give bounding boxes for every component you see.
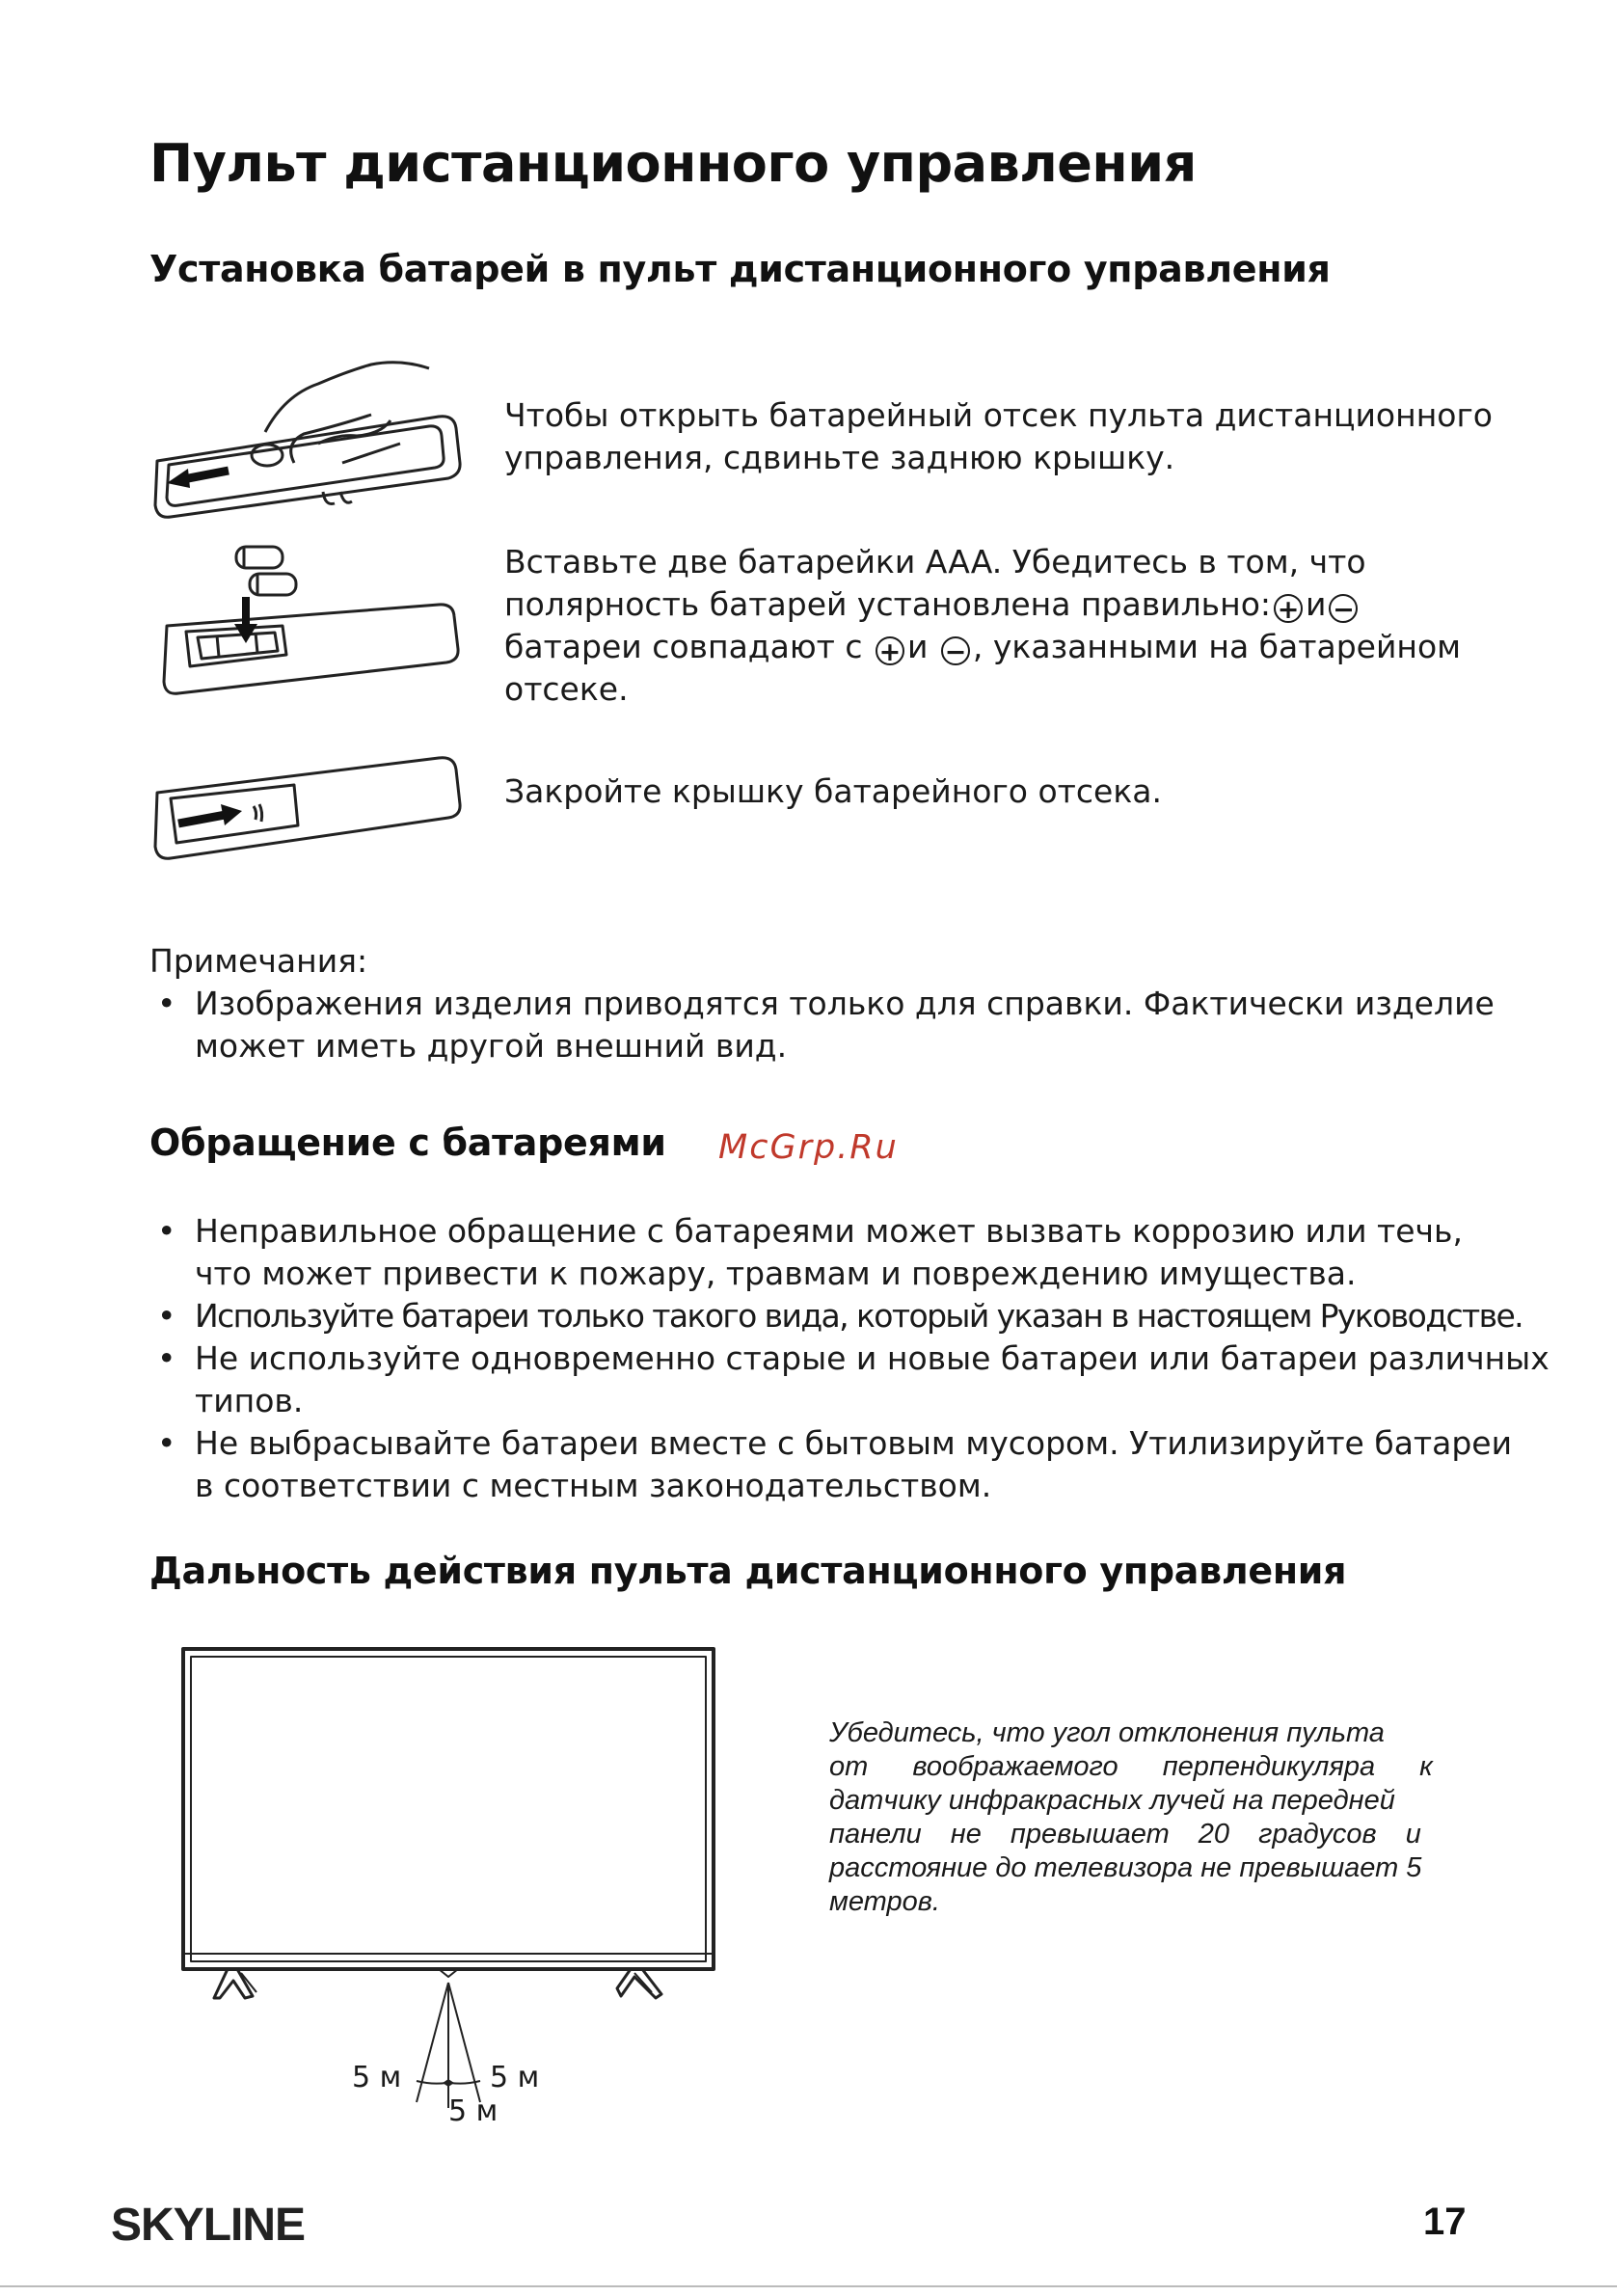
- brand-logo: SKYLINE: [111, 2200, 306, 2251]
- range-heading: Дальность действия пульта дистанционного управления: [149, 1550, 1347, 1592]
- plus-circle-icon: +: [876, 636, 904, 665]
- plus-circle-icon: +: [1274, 594, 1303, 623]
- list-item: • Неправильное обращение с батареями может вызвать коррозию или течь, что может привести к пожару, травмам и повреждению имущества.: [149, 1210, 1550, 1295]
- distance-left-label: 5 м: [352, 2061, 402, 2094]
- step2-line-3: батареи совпадают с + и − , указанными на батарейном: [504, 628, 1462, 667]
- range-note: [829, 1716, 1454, 1919]
- step1-line-1: Чтобы открыть батарейный отсек пульта дистанционного: [504, 396, 1493, 434]
- notes-label: Примечания:: [149, 942, 368, 980]
- notes-list: [149, 983, 1495, 1067]
- minus-circle-icon: −: [941, 636, 970, 665]
- step2-line-2: полярность батарей установлена правильно: + и −: [504, 583, 1461, 626]
- range-note-line: расстояние до телевизора не превышает 5: [829, 1852, 1422, 1883]
- range-note-line: от воображаемого перпендикуляра к: [829, 1751, 1433, 1782]
- range-note-line: метров.: [829, 1886, 940, 1917]
- insert-batteries-illustration: [159, 535, 477, 699]
- page-title: Пульт дистанционного управления: [149, 133, 1197, 194]
- step1-text: [504, 394, 1493, 479]
- range-note-line: Убедитесь, что угол отклонения пульта: [829, 1717, 1385, 1748]
- distance-right-label: 5 м: [490, 2061, 540, 2094]
- range-note-line: датчику инфракрасных лучей на передней: [829, 1785, 1395, 1816]
- step2-line-4: отсеке.: [504, 670, 629, 708]
- remote-close-cover-illustration: [149, 752, 477, 868]
- list-item: • Используйте батареи только такого вида, который указан в настоящем Руководстве.: [149, 1295, 1550, 1337]
- distance-center-label: 5 м: [448, 2094, 499, 2128]
- install-heading: Установка батарей в пульт дистанционного управления: [149, 248, 1331, 290]
- step3-text: Закройте крышку батарейного отсека.: [504, 772, 1162, 810]
- handling-list: [149, 1210, 1550, 1507]
- bottom-divider: [0, 2285, 1617, 2287]
- minus-circle-icon: −: [1329, 594, 1358, 623]
- step2-text: [504, 541, 1461, 711]
- list-item: • Изображения изделия приводятся только для справки. Фактически изделие может иметь другой внешний вид.: [149, 983, 1495, 1067]
- watermark: McGrp.Ru: [718, 1128, 899, 1167]
- step1-line-2: управления, сдвиньте заднюю крышку.: [504, 439, 1175, 476]
- list-item: • Не выбрасывайте батареи вместе с бытовым мусором. Утилизируйте батареи в соответствии с местным законодательством.: [149, 1422, 1550, 1507]
- page-number: 17: [1423, 2201, 1467, 2243]
- tv-range-diagram: [174, 1639, 723, 2141]
- list-item: • Не используйте одновременно старые и новые батареи или батареи различных типов.: [149, 1337, 1550, 1422]
- remote-open-cover-illustration: [149, 357, 477, 521]
- step2-line-1: Вставьте две батарейки AAA. Убедитесь в том, что: [504, 543, 1366, 581]
- range-note-line: панели не превышает 20 градусов и: [829, 1819, 1421, 1850]
- handling-heading: Обращение с батареями: [149, 1121, 666, 1164]
